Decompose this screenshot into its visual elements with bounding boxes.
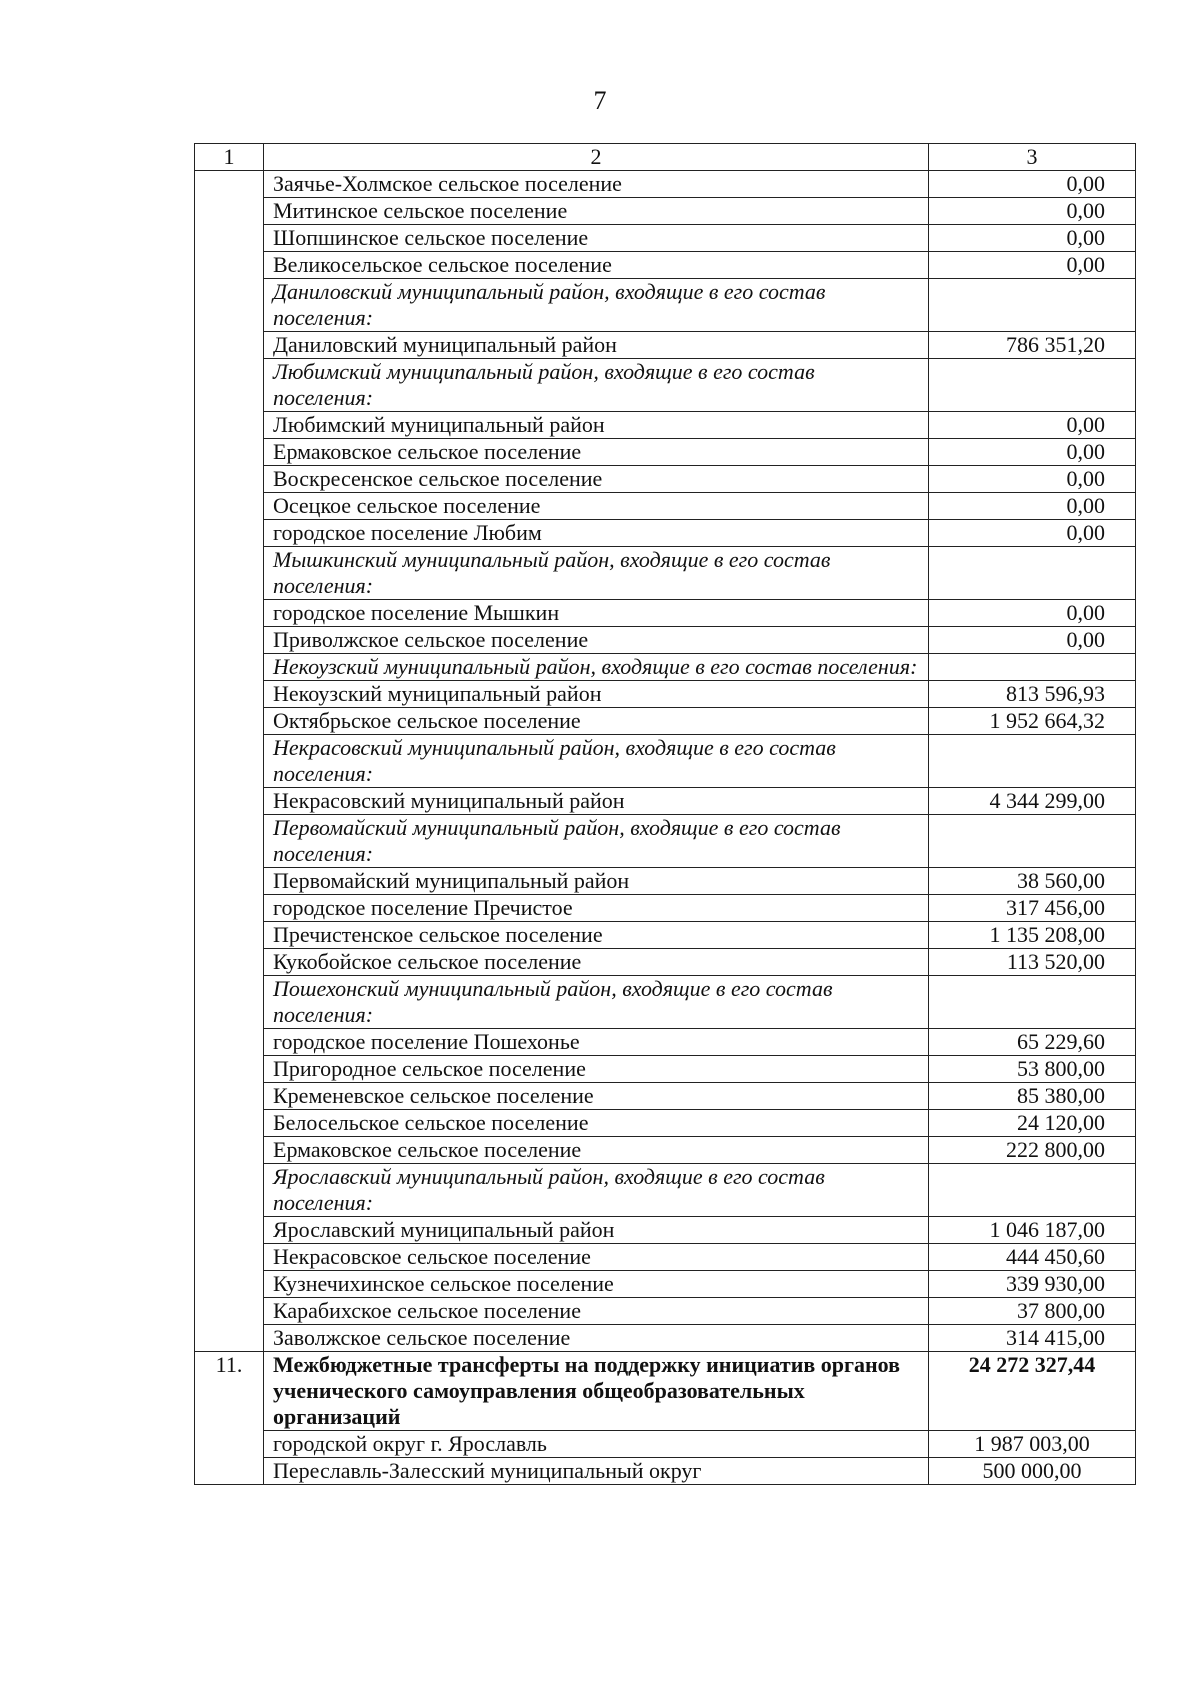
value-cell: 53 800,00 [929,1056,1136,1083]
table-row [195,493,1136,520]
name-cell: городское поселение Мышкин [264,600,929,627]
name-cell: городское поселение Пречистое [264,895,929,922]
table-row [195,198,1136,225]
header-col-2: 2 [264,144,929,171]
section-title: Межбюджетные трансферты на поддержку инициатив органов ученического самоуправления общеобразовательных организаций [264,1352,929,1431]
group-heading-cell: Любимский муниципальный район, входящие в его состав поселения: [264,359,929,412]
table-row [195,1298,1136,1325]
name-cell: Осецкое сельское поселение [264,493,929,520]
name-cell: Некрасовский муниципальный район [264,788,929,815]
name-cell: Кузнечихинское сельское поселение [264,1271,929,1298]
value-cell: 339 930,00 [929,1271,1136,1298]
group-heading-cell: Мышкинский муниципальный район, входящие в его состав поселения: [264,547,929,600]
value-cell: 1 135 208,00 [929,922,1136,949]
table-row [195,332,1136,359]
table-row [195,439,1136,466]
table-row [195,922,1136,949]
name-cell: Кременевское сельское поселение [264,1083,929,1110]
table-row [195,627,1136,654]
group-heading-cell: Пошехонский муниципальный район, входящие в его состав поселения: [264,976,929,1029]
value-cell: 37 800,00 [929,1298,1136,1325]
value-cell: 1 046 187,00 [929,1217,1136,1244]
table-row [195,1244,1136,1271]
value-cell [929,359,1136,412]
table-row [195,1029,1136,1056]
table-row [195,1325,1136,1352]
table-row [195,868,1136,895]
value-cell: 65 229,60 [929,1029,1136,1056]
name-cell: городское поселение Любим [264,520,929,547]
header-col-3: 3 [929,144,1136,171]
value-cell: 0,00 [929,627,1136,654]
name-cell: Заячье-Холмское сельское поселение [264,171,929,198]
section-row [195,1352,1136,1431]
name-cell: Переславль-Залесский муниципальный округ [264,1458,929,1485]
name-cell: Любимский муниципальный район [264,412,929,439]
name-cell: Белосельское сельское поселение [264,1110,929,1137]
group-heading-row [195,547,1136,600]
name-cell: городской округ г. Ярославль [264,1431,929,1458]
value-cell: 314 415,00 [929,1325,1136,1352]
name-cell: Пригородное сельское поселение [264,1056,929,1083]
value-cell: 0,00 [929,466,1136,493]
name-cell: Воскресенское сельское поселение [264,466,929,493]
value-cell: 38 560,00 [929,868,1136,895]
group-heading-row [195,976,1136,1029]
section-total: 24 272 327,44 [929,1352,1136,1431]
value-cell: 4 344 299,00 [929,788,1136,815]
table-row [195,520,1136,547]
table-row [195,1110,1136,1137]
value-cell: 1 952 664,32 [929,708,1136,735]
group-heading-cell: Первомайский муниципальный район, входящие в его состав поселения: [264,815,929,868]
value-cell [929,976,1136,1029]
table-row [195,1431,1136,1458]
value-cell [929,1164,1136,1217]
name-cell: Ярославский муниципальный район [264,1217,929,1244]
name-cell: Пречистенское сельское поселение [264,922,929,949]
value-cell: 317 456,00 [929,895,1136,922]
name-cell: Первомайский муниципальный район [264,868,929,895]
name-cell: Заволжское сельское поселение [264,1325,929,1352]
value-cell: 0,00 [929,225,1136,252]
name-cell: Ермаковское сельское поселение [264,1137,929,1164]
group-heading-cell: Некоузский муниципальный район, входящие в его состав поселения: [264,654,929,681]
name-cell: городское поселение Пошехонье [264,1029,929,1056]
table-row [195,412,1136,439]
table-row [195,252,1136,279]
header-col-1: 1 [195,144,264,171]
value-cell: 0,00 [929,600,1136,627]
name-cell: Некоузский муниципальный район [264,681,929,708]
value-cell [929,547,1136,600]
value-cell: 813 596,93 [929,681,1136,708]
name-cell: Великосельское сельское поселение [264,252,929,279]
value-cell: 0,00 [929,439,1136,466]
transfers-table [194,143,1136,1485]
value-cell [929,279,1136,332]
group-heading-cell: Некрасовский муниципальный район, входящие в его состав поселения: [264,735,929,788]
value-cell: 444 450,60 [929,1244,1136,1271]
value-cell: 113 520,00 [929,949,1136,976]
table-row [195,225,1136,252]
table-row [195,708,1136,735]
table-header-row [195,144,1136,171]
value-cell: 500 000,00 [929,1458,1136,1485]
group-heading-row [195,359,1136,412]
table-row [195,1271,1136,1298]
table-row [195,1458,1136,1485]
name-cell: Шопшинское сельское поселение [264,225,929,252]
value-cell: 0,00 [929,198,1136,225]
value-cell: 0,00 [929,171,1136,198]
name-cell: Даниловский муниципальный район [264,332,929,359]
value-cell: 24 120,00 [929,1110,1136,1137]
value-cell [929,735,1136,788]
row-number-cell [195,171,264,1352]
name-cell: Некрасовское сельское поселение [264,1244,929,1271]
name-cell: Митинское сельское поселение [264,198,929,225]
table-row [195,1056,1136,1083]
value-cell: 0,00 [929,493,1136,520]
value-cell: 1 987 003,00 [929,1431,1136,1458]
table-row [195,949,1136,976]
value-cell: 0,00 [929,520,1136,547]
table-row [195,1217,1136,1244]
table-row [195,1137,1136,1164]
name-cell: Октябрьское сельское поселение [264,708,929,735]
group-heading-row [195,735,1136,788]
section-number: 11. [195,1352,264,1485]
group-heading-cell: Ярославский муниципальный район, входящие в его состав поселения: [264,1164,929,1217]
group-heading-cell: Даниловский муниципальный район, входящие в его состав поселения: [264,279,929,332]
value-cell: 0,00 [929,412,1136,439]
name-cell: Кукобойское сельское поселение [264,949,929,976]
value-cell: 0,00 [929,252,1136,279]
name-cell: Ермаковское сельское поселение [264,439,929,466]
group-heading-row [195,279,1136,332]
value-cell: 222 800,00 [929,1137,1136,1164]
page-number: 7 [593,86,607,115]
group-heading-row [195,815,1136,868]
group-heading-row [195,1164,1136,1217]
value-cell [929,654,1136,681]
table-row [195,466,1136,493]
table-row [195,1083,1136,1110]
table-row [195,600,1136,627]
name-cell: Карабихское сельское поселение [264,1298,929,1325]
table-row [195,681,1136,708]
table-row [195,895,1136,922]
group-heading-row [195,654,1136,681]
value-cell: 85 380,00 [929,1083,1136,1110]
value-cell: 786 351,20 [929,332,1136,359]
table-row [195,171,1136,198]
name-cell: Приволжское сельское поселение [264,627,929,654]
value-cell [929,815,1136,868]
table-row [195,788,1136,815]
